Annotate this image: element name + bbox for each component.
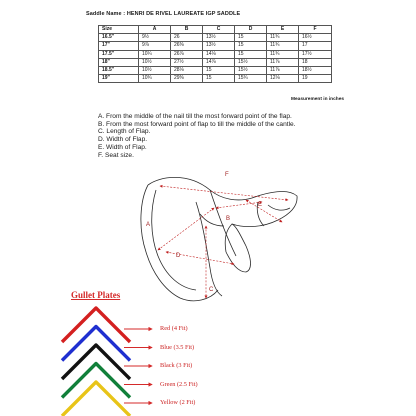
measurement-cell: 11⅞ xyxy=(267,58,299,66)
header-d: D xyxy=(235,26,267,34)
gullet-label-3: Green (2.5 Fit) xyxy=(160,380,198,388)
size-cell: 19" xyxy=(99,75,139,83)
measurement-cell: 27½ xyxy=(171,58,203,66)
measurement-cell: 13½ xyxy=(203,34,235,42)
dimension-b xyxy=(216,202,262,208)
legend-item-a: A. From the middle of the nail till the most forward point of the flap. xyxy=(98,113,292,120)
measurement-cell: 9⅞ xyxy=(139,42,171,50)
measurement-cell: 10½ xyxy=(139,58,171,66)
saddle-title: Saddle Name : HENRI DE RIVEL LAUREATE IGP SADDLE xyxy=(86,11,241,17)
measurement-cell: 11⅞ xyxy=(267,66,299,74)
header-a: A xyxy=(139,26,171,34)
gullet-label-4: Yellow (2 Fit) xyxy=(160,399,196,406)
gullet-label-2: Black (3 Fit) xyxy=(160,362,193,369)
measurement-cell: 17 xyxy=(299,42,332,50)
measurement-cell: 26⅜ xyxy=(171,42,203,50)
header-c: C xyxy=(203,26,235,34)
saddle-outline xyxy=(141,177,297,300)
label-d: D xyxy=(176,253,181,259)
measurement-cell: 28⅛ xyxy=(171,66,203,74)
measurement-cell: 14⅞ xyxy=(203,58,235,66)
size-cell: 18" xyxy=(99,58,139,66)
size-cell: 18.5" xyxy=(99,66,139,74)
measurement-cell: 26⅞ xyxy=(171,50,203,58)
measurement-cell: 15½ xyxy=(235,58,267,66)
measurement-cell: 11¾ xyxy=(267,34,299,42)
header-b: B xyxy=(171,26,203,34)
legend-item-f: F. Seat size. xyxy=(98,151,134,159)
label-e: E xyxy=(258,202,263,208)
measurement-cell: 26 xyxy=(171,34,203,42)
header-e: E xyxy=(267,26,299,34)
label-b: B xyxy=(226,216,231,222)
label-f: F xyxy=(225,172,229,178)
gullet-label-1: Blue (3.5 Fit) xyxy=(160,343,195,351)
measurement-cell: 10½ xyxy=(139,66,171,74)
header-f: F xyxy=(299,26,332,34)
measurement-cell: 29⅜ xyxy=(171,75,203,83)
dimension-lines xyxy=(158,186,288,298)
measurement-cell: 15 xyxy=(235,50,267,58)
label-c: C xyxy=(209,287,214,293)
measurement-cell: 18½ xyxy=(299,66,332,74)
measurement-cell: 12⅛ xyxy=(267,75,299,83)
measurement-cell: 10¼ xyxy=(139,50,171,58)
size-cell: 17" xyxy=(99,42,139,50)
measurement-cell: 13½ xyxy=(203,42,235,50)
measurement-cell: 15 xyxy=(203,75,235,83)
measurement-cell: 17½ xyxy=(299,50,332,58)
size-cell: 17.5" xyxy=(99,50,139,58)
measurement-cell: 16½ xyxy=(299,34,332,42)
measurement-cell: 15½ xyxy=(235,66,267,74)
legend-item-b: B. From the most forward point of flap to till the middle of the cantle. xyxy=(98,120,296,128)
gullet-heading: Gullet Plates xyxy=(71,290,121,300)
measurement-cell: 15 xyxy=(235,42,267,50)
measurement-cell: 10¾ xyxy=(139,75,171,83)
label-a: A xyxy=(146,222,151,228)
legend-item-d: D. Width of Flap. xyxy=(98,136,148,144)
measurement-cell: 9½ xyxy=(139,34,171,42)
measurement-cell: 14⅛ xyxy=(203,50,235,58)
measurement-cell: 11¾ xyxy=(267,50,299,58)
legend-item-c: C. Length of Flap. xyxy=(98,128,151,136)
measurement-cell: 15 xyxy=(235,34,267,42)
gullet-plates xyxy=(62,308,130,416)
measurement-cell: 18 xyxy=(299,58,332,66)
size-cell: 16.5" xyxy=(99,34,139,42)
legend-item-e: E. Width of Flap. xyxy=(98,143,147,151)
measurement-cell: 15¾ xyxy=(235,75,267,83)
measurement-cell: 15 xyxy=(203,66,235,74)
measurement-cell: 19 xyxy=(299,75,332,83)
gullet-label-0: Red (4 Fit) xyxy=(160,325,188,332)
header-size: Size xyxy=(99,26,139,34)
measurement-note: Measurement in inches xyxy=(291,97,345,102)
measurement-cell: 11¾ xyxy=(267,42,299,50)
